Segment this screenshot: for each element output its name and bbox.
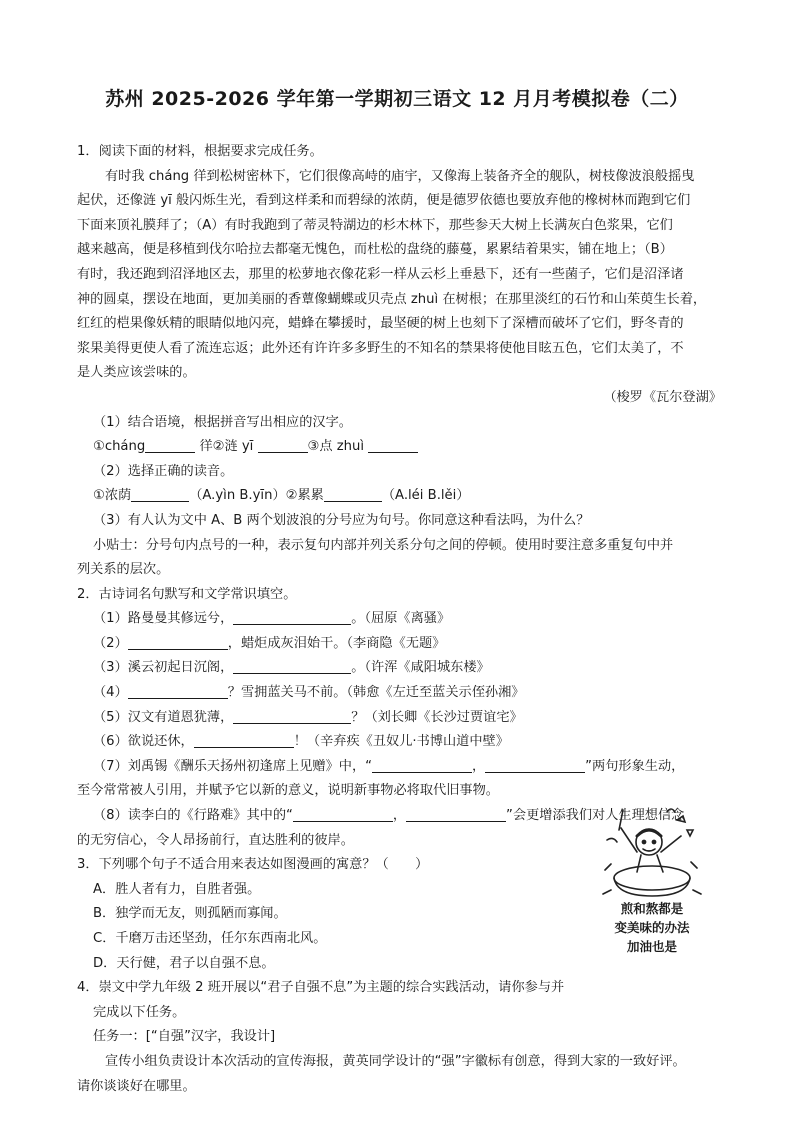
q3-stem: 3．下列哪个句子不适合用来表达如图漫画的寓意？（ ） [77, 857, 429, 873]
poem-pre: （5）汉文有道恩犹薄， [93, 709, 234, 725]
task1-desc: 宣传小组负责设计本次活动的宣传海报，黄英同学设计的“强”字徽标有创意，得到大家的一致好评。 [105, 1053, 686, 1069]
answer-blank[interactable] [145, 437, 195, 453]
answer-blank[interactable] [406, 806, 506, 822]
q1-sub2-answers [77, 484, 722, 509]
q4-stem: 4．崇文中学九年级 2 班开展以“君子自强不息”为主题的综合实践活动，请你参与并 [77, 980, 565, 996]
poem-pre: （6）欲说还休， [93, 734, 194, 750]
sub2-label-b: （A.yìn B.yīn）②累累 [189, 488, 324, 504]
comic-caption-line: 变美味的办法 [614, 920, 690, 935]
tip-line: 小贴士：分号句内点号的一种，表示复句内部并列关系分句之间的停顿。使用时要注意多重复句中并 [93, 537, 674, 553]
poem-item-8-cont: 的无穷信心，令人昂扬前行，直达胜利的彼岸。 [77, 832, 354, 848]
passage-line: 下面来顶礼膜拜了；（A）有时我跑到了蒂灵特湖边的杉木林下，那些参天大树上长满灰白色浆果，它们 [77, 217, 673, 233]
option-c[interactable]: C．千磨万击还坚劲，任尔东西南北风。 [93, 931, 327, 946]
passage-line: 红红的桤果像妖精的眼睛似地闪亮，蜡蜂在攀援时，最坚硬的树上也刻下了深槽而破坏了它们，野冬青的 [77, 316, 684, 332]
answer-blank[interactable] [128, 683, 228, 699]
passage-line: 是人类应该尝味的。 [77, 365, 196, 381]
answer-blank[interactable] [324, 486, 382, 502]
tip-line: 列关系的层次。 [77, 562, 170, 578]
poem-pre: （8）读李白的《行路难》其中的“ [93, 808, 293, 824]
answer-blank[interactable] [368, 437, 418, 453]
passage-line: 浆果美得更使人看了流连忘返；此外还有许许多多野生的不知名的禁果将使他目眩五色，它们太美了，不 [77, 340, 684, 356]
sub1-label-b: 徉②涟 yī [195, 439, 258, 455]
option-d[interactable]: D．天行健，君子以自强不息。 [93, 955, 275, 971]
task1-desc-cont: 请你谈谈好在哪里。 [77, 1078, 196, 1094]
q3-block [77, 853, 577, 976]
passage-line: 神的圆桌，摆设在地面，更加美丽的香蕈像蝴蝶或贝壳点 zhuì 在树根；在那里淡红的石竹和山茱萸生长着， [77, 291, 707, 307]
poem-post: ”会更增添我们对人生理想信念 [506, 808, 685, 824]
sub1-label-a: ①cháng [93, 439, 146, 455]
poem-item [77, 706, 722, 731]
poem-item [77, 730, 722, 755]
task1-heading: 任务一：[“自强”汉字，我设计] [93, 1029, 276, 1045]
answer-blank[interactable] [233, 658, 351, 674]
comic-caption-line: 煎和熬都是 [620, 901, 684, 916]
q1-sub3: （3）有人认为文中 A、B 两个划波浪的分号应为句号。你同意这种看法吗，为什么？ [93, 512, 590, 528]
sub2-label-c: （A.léi B.lěi） [381, 488, 470, 504]
passage-line: 起伏，还像涟 yī 般闪烁生光，看到这样柔和而碧绿的浓荫，便是德罗依德也要放弃他的橡树林而跑到它们 [77, 193, 691, 209]
answer-blank[interactable] [194, 732, 294, 748]
answer-blank[interactable] [258, 437, 308, 453]
poem-pre: （3）溪云初起日沉阁， [93, 660, 234, 676]
poem-post: ？（刘长卿《长沙过贾谊宅》 [351, 709, 523, 725]
passage-line: 有时，我还跑到沼泽地区去，那里的松萝地衣像花彩一样从云杉上垂悬下，还有一些菌子，它们是沼泽诸 [77, 266, 684, 282]
q1-stem: 1．阅读下面的材料，根据要求完成任务。 [77, 144, 323, 159]
q1-sub2: （2）选择正确的读音。 [93, 463, 234, 479]
answer-blank[interactable] [485, 757, 585, 773]
page-title: 苏州 2025-2026 学年第一学期初三语文 12 月月考模拟卷（二） [105, 88, 689, 110]
option-b[interactable]: B．独学而无友，则孤陋而寡闻。 [93, 906, 287, 922]
poem-item [77, 607, 722, 632]
sub2-label-a: ①浓荫 [93, 488, 132, 504]
poem-item-7-cont: 至今常常被人引用，并赋予它以新的意义，说明新事物必将取代旧事物。 [77, 783, 499, 799]
poem-item [77, 632, 722, 657]
q2-stem: 2．古诗词名句默写和文学常识填空。 [77, 586, 297, 602]
poem-post: ”两句形象生动， [585, 758, 685, 774]
poem-post: ！（辛弃疾《丑奴儿·书博山道中壁》 [293, 734, 509, 750]
answer-blank[interactable] [233, 708, 351, 724]
poem-item [77, 681, 722, 706]
q4-stem-cont: 完成以下任务。 [93, 1004, 186, 1020]
poem-item [77, 656, 722, 681]
comic-caption-line: 加油也是 [626, 939, 677, 954]
poem-post: ，蜡炬成灰泪始干。（李商隐《无题》 [227, 635, 446, 651]
poem-pre: （4） [93, 685, 128, 701]
answer-blank[interactable] [131, 486, 189, 502]
comic-illustration [597, 800, 707, 955]
poem-pre: （2） [93, 635, 128, 651]
poem-item-7 [77, 755, 722, 780]
answer-blank[interactable] [233, 609, 351, 625]
poem-post: 。（屈原《离骚》 [351, 611, 451, 627]
poem-post: ？雪拥蓝关马不前。（韩愈《左迁至蓝关示侄孙湘》 [227, 685, 525, 701]
answer-blank[interactable] [372, 757, 472, 773]
option-a[interactable]: A．胜人者有力，自胜者强。 [93, 881, 261, 897]
comic-drawing [597, 800, 707, 900]
answer-blank[interactable] [128, 634, 228, 650]
sub1-label-c: ③点 zhuì [307, 439, 369, 455]
poem-mid: ， [471, 758, 486, 774]
poem-pre: （1）路曼曼其修远兮， [93, 611, 234, 627]
answer-blank[interactable] [293, 806, 393, 822]
passage-source: （梭罗《瓦尔登湖》 [603, 389, 722, 405]
q1-sub1: （1）结合语境，根据拼音写出相应的汉字。 [93, 414, 352, 430]
poem-mid: ， [392, 808, 407, 824]
passage-line: 越来越高，便是移植到伐尔哈拉去都毫无愧色，而杜松的盘绕的藤蔓，累累结着果实，铺在地上；（B） [77, 242, 673, 258]
poem-pre: （7）刘禹锡《酬乐天扬州初逢席上见赠》中，“ [93, 758, 372, 774]
q1-sub1-answers [77, 435, 722, 460]
q4-block [77, 976, 597, 1025]
poem-post: 。（许浑《咸阳城东楼》 [351, 660, 490, 676]
passage-line: 有时我 cháng 徉到松树密林下，它们很像高峙的庙宇，又像海上装备齐全的舰队，树枝像波浪般摇曳 [105, 168, 695, 184]
